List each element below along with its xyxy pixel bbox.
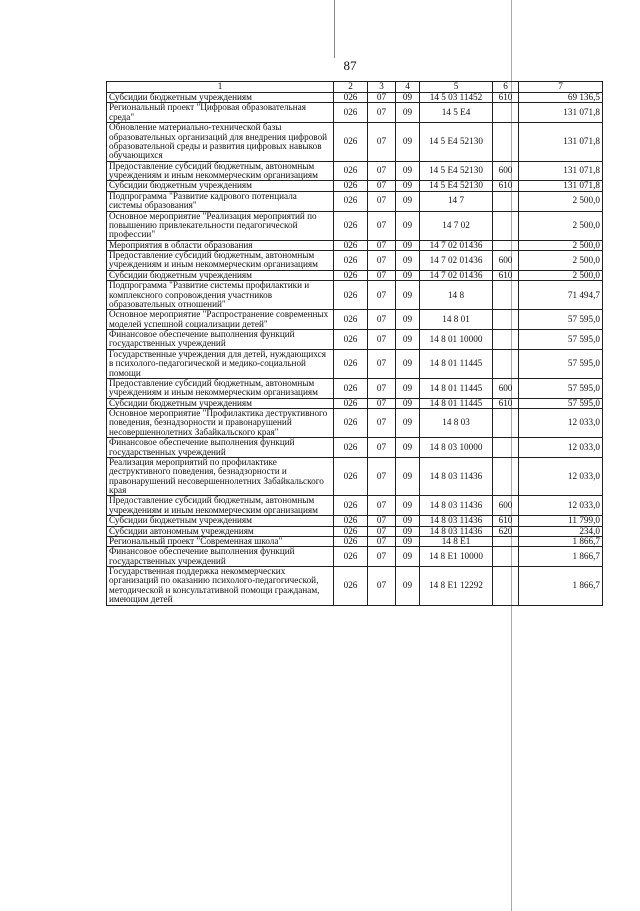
row-gr: 026 [334, 516, 368, 526]
row-rz: 07 [368, 281, 396, 310]
row-vr: 610 [493, 270, 519, 280]
row-rz: 07 [368, 526, 396, 536]
row-pr: 09 [396, 281, 420, 310]
table-row [107, 330, 603, 350]
row-rz: 07 [368, 310, 396, 330]
row-name: Региональный проект "Цифровая образовательная среда" [107, 103, 334, 123]
row-vr [493, 457, 519, 496]
row-sum: 12 033,0 [519, 457, 603, 496]
row-name: Финансовое обеспечение выполнения функций государственных учреждений [107, 547, 334, 567]
table-row [107, 526, 603, 536]
table-row [107, 398, 603, 408]
row-name: Предоставление субсидий бюджетным, автономным учреждениям и иным некоммерческим организациям [107, 378, 334, 398]
row-rz: 07 [368, 547, 396, 567]
row-rz: 07 [368, 330, 396, 350]
row-rz: 07 [368, 536, 396, 546]
row-gr: 026 [334, 409, 368, 438]
row-rz: 07 [368, 438, 396, 458]
row-name: Основное мероприятие "Профилактика деструктивного поведения, безнадзорности и правонарушений несовершеннолетних Забайкальского края" [107, 409, 334, 438]
row-rz: 07 [368, 496, 396, 516]
header-col-2: 2 [334, 82, 368, 93]
row-sum: 2 500,0 [519, 191, 603, 211]
row-csr: 14 8 03 [420, 409, 493, 438]
row-pr: 09 [396, 240, 420, 250]
row-vr [493, 103, 519, 123]
header-col-6: 6 [493, 82, 519, 93]
row-rz: 07 [368, 251, 396, 271]
row-rz: 07 [368, 181, 396, 191]
row-pr: 09 [396, 103, 420, 123]
table-row [107, 240, 603, 250]
row-name: Подпрограмма "Развитие системы профилактики и комплексного сопровождения участников образовательных отношений" [107, 281, 334, 310]
row-rz: 07 [368, 93, 396, 103]
row-sum: 2 500,0 [519, 270, 603, 280]
row-sum: 1 866,7 [519, 567, 603, 606]
row-sum: 12 033,0 [519, 438, 603, 458]
row-vr: 610 [493, 181, 519, 191]
row-vr: 610 [493, 93, 519, 103]
row-csr: 14 8 01 [420, 310, 493, 330]
row-vr: 600 [493, 251, 519, 271]
row-pr: 09 [396, 378, 420, 398]
row-name: Реализация мероприятий по профилактике деструктивного поведения, безнадзорности и правонарушений несовершеннолетних Забайкальского края [107, 457, 334, 496]
row-csr: 14 7 02 01436 [420, 251, 493, 271]
table-row [107, 547, 603, 567]
row-rz: 07 [368, 409, 396, 438]
row-sum: 131 071,8 [519, 123, 603, 162]
table-row [107, 567, 603, 606]
row-sum: 131 071,8 [519, 103, 603, 123]
row-sum: 69 136,5 [519, 93, 603, 103]
row-csr: 14 8 01 11445 [420, 349, 493, 378]
header-col-3: 3 [368, 82, 396, 93]
table-row [107, 281, 603, 310]
row-name: Субсидии бюджетным учреждениям [107, 270, 334, 280]
row-vr [493, 567, 519, 606]
row-sum: 57 595,0 [519, 330, 603, 350]
row-gr: 026 [334, 123, 368, 162]
row-name: Региональный проект "Современная школа" [107, 536, 334, 546]
table-row [107, 123, 603, 162]
table-row [107, 191, 603, 211]
row-vr [493, 349, 519, 378]
row-name: Предоставление субсидий бюджетным, автономным учреждениям и иным некоммерческим организациям [107, 161, 334, 181]
row-sum: 1 866,7 [519, 547, 603, 567]
row-pr: 09 [396, 191, 420, 211]
row-vr [493, 123, 519, 162]
row-pr: 09 [396, 123, 420, 162]
row-vr [493, 211, 519, 240]
header-col-1: 1 [107, 82, 334, 93]
row-vr: 600 [493, 378, 519, 398]
row-gr: 026 [334, 211, 368, 240]
row-gr: 026 [334, 93, 368, 103]
table-row [107, 349, 603, 378]
row-sum: 12 033,0 [519, 496, 603, 516]
table-row [107, 251, 603, 271]
row-csr: 14 8 01 10000 [420, 330, 493, 350]
row-rz: 07 [368, 270, 396, 280]
row-csr: 14 7 02 [420, 211, 493, 240]
row-gr: 026 [334, 526, 368, 536]
table-row [107, 161, 603, 181]
row-name: Финансовое обеспечение выполнения функций государственных учреждений [107, 438, 334, 458]
row-sum: 2 500,0 [519, 211, 603, 240]
row-rz: 07 [368, 398, 396, 408]
row-csr: 14 7 02 01436 [420, 240, 493, 250]
row-csr: 14 5 E4 52130 [420, 123, 493, 162]
header-col-7: 7 [519, 82, 603, 93]
row-sum: 1 866,7 [519, 536, 603, 546]
row-gr: 026 [334, 103, 368, 123]
row-name: Мероприятия в области образования [107, 240, 334, 250]
row-rz: 07 [368, 103, 396, 123]
header-col-5: 5 [420, 82, 493, 93]
row-vr [493, 409, 519, 438]
table-row [107, 536, 603, 546]
row-gr: 026 [334, 567, 368, 606]
row-gr: 026 [334, 398, 368, 408]
row-name: Основное мероприятие "Распространение современных моделей успешной социализации детей" [107, 310, 334, 330]
row-pr: 09 [396, 567, 420, 606]
row-sum: 131 071,8 [519, 161, 603, 181]
table-row [107, 181, 603, 191]
table-row [107, 211, 603, 240]
row-name: Предоставление субсидий бюджетным, автономным учреждениям и иным некоммерческим организациям [107, 496, 334, 516]
table-row [107, 409, 603, 438]
row-pr: 09 [396, 438, 420, 458]
row-rz: 07 [368, 211, 396, 240]
row-name: Государственная поддержка некоммерческих организаций по оказанию психолого-педагогической, методической и консультативной помощи гражданам, имеющим детей [107, 567, 334, 606]
row-gr: 026 [334, 281, 368, 310]
row-vr: 610 [493, 398, 519, 408]
row-name: Субсидии бюджетным учреждениям [107, 516, 334, 526]
row-pr: 09 [396, 251, 420, 271]
row-csr: 14 8 01 11445 [420, 398, 493, 408]
row-pr: 09 [396, 409, 420, 438]
table-row [107, 310, 603, 330]
table-row [107, 496, 603, 516]
row-csr: 14 5 E4 52130 [420, 181, 493, 191]
row-csr: 14 8 03 10000 [420, 438, 493, 458]
row-vr [493, 310, 519, 330]
row-csr: 14 8 03 11436 [420, 496, 493, 516]
row-csr: 14 5 03 11452 [420, 93, 493, 103]
row-pr: 09 [396, 516, 420, 526]
row-name: Субсидии бюджетным учреждениям [107, 398, 334, 408]
row-sum: 11 799,0 [519, 516, 603, 526]
table-header-row [107, 82, 603, 93]
row-gr: 026 [334, 310, 368, 330]
row-pr: 09 [396, 181, 420, 191]
budget-table [106, 81, 603, 606]
row-gr: 026 [334, 457, 368, 496]
row-rz: 07 [368, 123, 396, 162]
row-vr [493, 547, 519, 567]
row-pr: 09 [396, 496, 420, 516]
table-row [107, 378, 603, 398]
row-gr: 026 [334, 270, 368, 280]
row-name: Финансовое обеспечение выполнения функций государственных учреждений [107, 330, 334, 350]
row-rz: 07 [368, 349, 396, 378]
row-name: Основное мероприятие "Реализация мероприятий по повышению привлекательности педагогической профессии" [107, 211, 334, 240]
row-vr [493, 191, 519, 211]
row-rz: 07 [368, 240, 396, 250]
row-gr: 026 [334, 378, 368, 398]
row-pr: 09 [396, 330, 420, 350]
row-vr [493, 330, 519, 350]
row-gr: 026 [334, 330, 368, 350]
row-pr: 09 [396, 93, 420, 103]
table-row [107, 457, 603, 496]
row-sum: 234,0 [519, 526, 603, 536]
row-gr: 026 [334, 536, 368, 546]
row-gr: 026 [334, 240, 368, 250]
row-sum: 2 500,0 [519, 240, 603, 250]
row-pr: 09 [396, 211, 420, 240]
table-row [107, 103, 603, 123]
row-vr: 600 [493, 496, 519, 516]
row-name: Обновление материально-технической базы образовательных организаций для внедрения цифровой образовательной среды и развития цифровых навыков обучающихся [107, 123, 334, 162]
row-name: Субсидии бюджетным учреждениям [107, 93, 334, 103]
row-sum: 2 500,0 [519, 251, 603, 271]
row-vr: 620 [493, 526, 519, 536]
row-csr: 14 8 03 11436 [420, 457, 493, 496]
row-pr: 09 [396, 457, 420, 496]
row-vr [493, 240, 519, 250]
row-csr: 14 8 01 11445 [420, 378, 493, 398]
row-gr: 026 [334, 251, 368, 271]
row-name: Подпрограмма "Развитие кадрового потенциала системы образования" [107, 191, 334, 211]
row-vr [493, 281, 519, 310]
row-pr: 09 [396, 349, 420, 378]
row-pr: 09 [396, 310, 420, 330]
row-csr: 14 8 E1 12292 [420, 567, 493, 606]
row-gr: 026 [334, 191, 368, 211]
row-name: Субсидии автономным учреждениям [107, 526, 334, 536]
row-gr: 026 [334, 161, 368, 181]
header-col-4: 4 [396, 82, 420, 93]
row-pr: 09 [396, 536, 420, 546]
row-vr [493, 536, 519, 546]
row-vr [493, 438, 519, 458]
row-csr: 14 5 E4 [420, 103, 493, 123]
row-rz: 07 [368, 516, 396, 526]
row-vr: 610 [493, 516, 519, 526]
row-pr: 09 [396, 270, 420, 280]
table-row [107, 438, 603, 458]
row-gr: 026 [334, 349, 368, 378]
row-rz: 07 [368, 161, 396, 181]
row-csr: 14 7 [420, 191, 493, 211]
row-sum: 57 595,0 [519, 378, 603, 398]
row-name: Предоставление субсидий бюджетным, автономным учреждениям и иным некоммерческим организациям [107, 251, 334, 271]
row-pr: 09 [396, 398, 420, 408]
row-rz: 07 [368, 191, 396, 211]
row-name: Государственные учреждения для детей, нуждающихся в психолого-педагогической и медико-социальной помощи [107, 349, 334, 378]
row-rz: 07 [368, 567, 396, 606]
row-name: Субсидии бюджетным учреждениям [107, 181, 334, 191]
row-csr: 14 8 E1 10000 [420, 547, 493, 567]
row-sum: 57 595,0 [519, 398, 603, 408]
row-csr: 14 8 [420, 281, 493, 310]
row-gr: 026 [334, 181, 368, 191]
row-csr: 14 5 E4 52130 [420, 161, 493, 181]
row-vr: 600 [493, 161, 519, 181]
row-sum: 12 033,0 [519, 409, 603, 438]
row-csr: 14 8 03 11436 [420, 526, 493, 536]
row-gr: 026 [334, 496, 368, 516]
row-sum: 131 071,8 [519, 181, 603, 191]
row-gr: 026 [334, 547, 368, 567]
row-pr: 09 [396, 526, 420, 536]
row-csr: 14 8 E1 [420, 536, 493, 546]
row-rz: 07 [368, 378, 396, 398]
table-row [107, 516, 603, 526]
row-csr: 14 8 03 11436 [420, 516, 493, 526]
row-sum: 57 595,0 [519, 349, 603, 378]
scan-fold-line [334, 0, 335, 58]
row-sum: 71 494,7 [519, 281, 603, 310]
row-gr: 026 [334, 438, 368, 458]
row-pr: 09 [396, 161, 420, 181]
row-pr: 09 [396, 547, 420, 567]
page-number: 87 [343, 58, 357, 73]
table-row [107, 93, 603, 103]
row-rz: 07 [368, 457, 396, 496]
row-sum: 57 595,0 [519, 310, 603, 330]
row-csr: 14 7 02 01436 [420, 270, 493, 280]
table-row [107, 270, 603, 280]
